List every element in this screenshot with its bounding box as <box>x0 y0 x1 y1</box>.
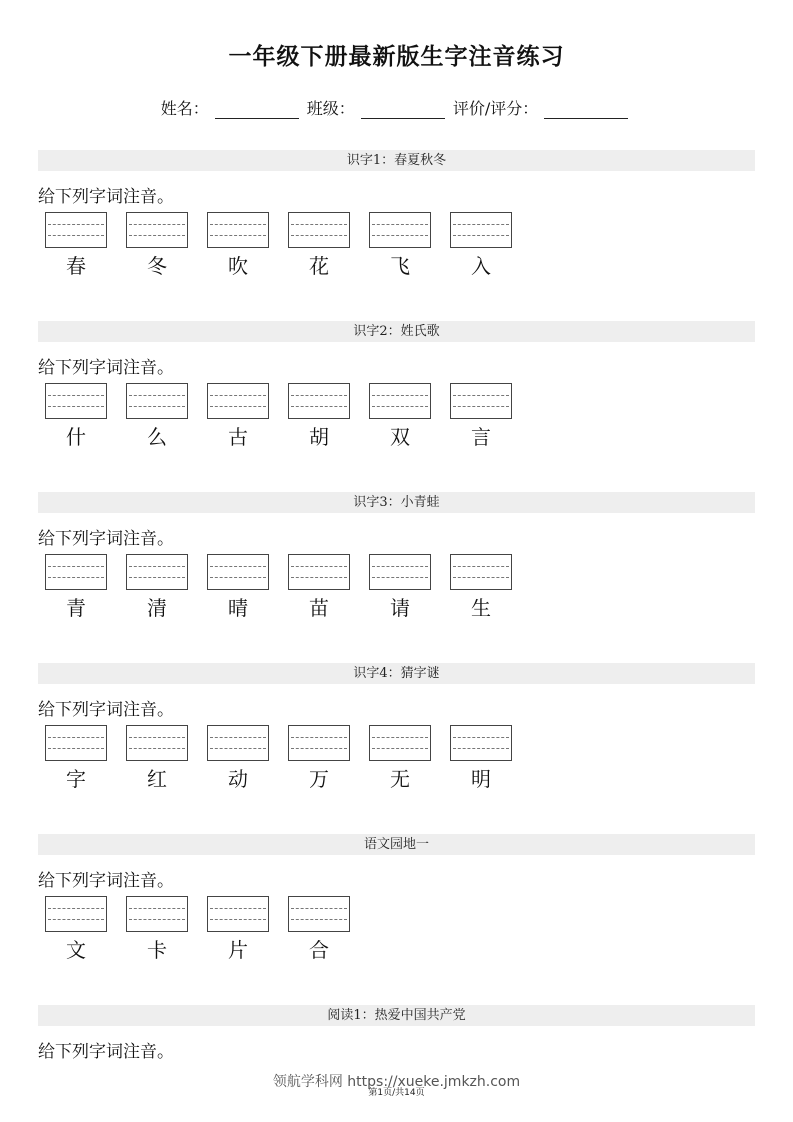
character-cell <box>45 212 107 278</box>
score-label: 评价/评分： <box>452 99 539 118</box>
guide-line <box>48 577 104 578</box>
guide-line <box>291 577 347 578</box>
hanzi-character: 飞 <box>390 254 410 278</box>
class-field <box>307 96 449 119</box>
character-cell <box>369 554 431 620</box>
student-info-row <box>0 96 793 119</box>
guide-line <box>210 908 266 909</box>
hanzi-character: 生 <box>471 596 491 620</box>
character-cell <box>207 554 269 620</box>
pinyin-writing-box[interactable] <box>450 383 512 419</box>
pinyin-writing-box[interactable] <box>450 554 512 590</box>
class-label: 班级： <box>306 99 355 118</box>
character-cell <box>288 896 350 962</box>
hanzi-character: 胡 <box>309 425 329 449</box>
hanzi-character: 古 <box>228 425 248 449</box>
character-row <box>38 383 755 457</box>
guide-line <box>48 224 104 225</box>
character-cell <box>450 383 512 449</box>
guide-line <box>291 235 347 236</box>
guide-line <box>453 577 509 578</box>
guide-line <box>129 235 185 236</box>
section-instruction: 给下列字词注音。 <box>38 187 174 207</box>
pinyin-writing-box[interactable] <box>288 383 350 419</box>
character-cell <box>45 383 107 449</box>
pinyin-writing-box[interactable] <box>288 725 350 761</box>
hanzi-character: 春 <box>66 254 86 278</box>
character-row <box>38 896 755 970</box>
character-cell <box>126 383 188 449</box>
character-cell <box>450 725 512 791</box>
hanzi-character: 万 <box>309 767 329 791</box>
guide-line <box>129 748 185 749</box>
exercise-section <box>38 492 755 628</box>
hanzi-character: 入 <box>471 254 491 278</box>
guide-line <box>129 566 185 567</box>
section-heading: 阅读1：热爱中国共产党 <box>38 1005 755 1026</box>
hanzi-character: 冬 <box>147 254 167 278</box>
pinyin-writing-box[interactable] <box>207 212 269 248</box>
guide-line <box>291 566 347 567</box>
guide-line <box>372 577 428 578</box>
hanzi-character: 合 <box>309 938 329 962</box>
guide-line <box>372 406 428 407</box>
guide-line <box>453 395 509 396</box>
guide-line <box>453 737 509 738</box>
character-cell <box>45 554 107 620</box>
pinyin-writing-box[interactable] <box>207 896 269 932</box>
character-cell <box>288 212 350 278</box>
hanzi-character: 明 <box>471 767 491 791</box>
guide-line <box>453 235 509 236</box>
hanzi-character: 晴 <box>228 596 248 620</box>
guide-line <box>48 395 104 396</box>
character-row <box>38 554 755 628</box>
pinyin-writing-box[interactable] <box>207 383 269 419</box>
guide-line <box>129 395 185 396</box>
guide-line <box>372 748 428 749</box>
exercise-section <box>38 834 755 970</box>
name-field <box>161 96 303 119</box>
guide-line <box>453 748 509 749</box>
guide-line <box>453 566 509 567</box>
hanzi-character: 红 <box>147 767 167 791</box>
pinyin-writing-box[interactable] <box>288 896 350 932</box>
section-heading: 识字1：春夏秋冬 <box>38 150 755 171</box>
guide-line <box>453 406 509 407</box>
class-blank[interactable] <box>361 100 445 119</box>
hanzi-character: 无 <box>390 767 410 791</box>
guide-line <box>48 748 104 749</box>
hanzi-character: 动 <box>228 767 248 791</box>
guide-line <box>48 919 104 920</box>
pinyin-writing-box[interactable] <box>369 725 431 761</box>
pinyin-writing-box[interactable] <box>126 383 188 419</box>
section-instruction: 给下列字词注音。 <box>38 1042 174 1062</box>
character-cell <box>207 725 269 791</box>
character-cell <box>288 725 350 791</box>
hanzi-character: 双 <box>390 425 410 449</box>
section-instruction: 给下列字词注音。 <box>38 871 174 891</box>
hanzi-character: 什 <box>66 425 86 449</box>
guide-line <box>372 737 428 738</box>
guide-line <box>210 224 266 225</box>
pinyin-writing-box[interactable] <box>207 725 269 761</box>
guide-line <box>291 224 347 225</box>
hanzi-character: 请 <box>390 596 410 620</box>
section-heading: 识字2：姓氏歌 <box>38 321 755 342</box>
page-title: 一年级下册最新版生字注音练习 <box>228 43 565 70</box>
name-blank[interactable] <box>215 100 299 119</box>
guide-line <box>291 748 347 749</box>
character-cell <box>288 554 350 620</box>
character-cell <box>45 725 107 791</box>
hanzi-character: 吹 <box>228 254 248 278</box>
character-cell <box>45 896 107 962</box>
pinyin-writing-box[interactable] <box>45 896 107 932</box>
guide-line <box>129 577 185 578</box>
footer-watermark: 领航学科网 https://xueke.jmkzh.com <box>272 1074 521 1090</box>
pinyin-writing-box[interactable] <box>45 383 107 419</box>
pinyin-writing-box[interactable] <box>126 212 188 248</box>
exercise-section <box>38 150 755 286</box>
character-cell <box>450 554 512 620</box>
section-heading: 识字4：猜字谜 <box>38 663 755 684</box>
section-instruction: 给下列字词注音。 <box>38 529 174 549</box>
character-cell <box>126 725 188 791</box>
character-cell <box>126 554 188 620</box>
guide-line <box>210 406 266 407</box>
pinyin-writing-box[interactable] <box>369 212 431 248</box>
guide-line <box>291 919 347 920</box>
guide-line <box>372 224 428 225</box>
guide-line <box>372 235 428 236</box>
pinyin-writing-box[interactable] <box>450 725 512 761</box>
pinyin-writing-box[interactable] <box>45 725 107 761</box>
character-cell <box>369 725 431 791</box>
character-row <box>38 212 755 286</box>
guide-line <box>210 235 266 236</box>
pinyin-writing-box[interactable] <box>45 212 107 248</box>
hanzi-character: 文 <box>66 938 86 962</box>
section-instruction: 给下列字词注音。 <box>38 358 174 378</box>
guide-line <box>453 224 509 225</box>
hanzi-character: 么 <box>147 425 167 449</box>
guide-line <box>210 737 266 738</box>
hanzi-character: 言 <box>471 425 491 449</box>
guide-line <box>372 395 428 396</box>
character-cell <box>207 212 269 278</box>
hanzi-character: 花 <box>309 254 329 278</box>
guide-line <box>210 577 266 578</box>
guide-line <box>48 235 104 236</box>
pinyin-writing-box[interactable] <box>207 554 269 590</box>
section-heading: 语文园地一 <box>38 834 755 855</box>
guide-line <box>291 737 347 738</box>
guide-line <box>372 566 428 567</box>
guide-line <box>291 406 347 407</box>
hanzi-character: 青 <box>66 596 86 620</box>
exercise-section <box>38 1005 755 1063</box>
guide-line <box>48 566 104 567</box>
pinyin-writing-box[interactable] <box>288 554 350 590</box>
guide-line <box>129 224 185 225</box>
guide-line <box>48 737 104 738</box>
pinyin-writing-box[interactable] <box>450 212 512 248</box>
character-cell <box>450 212 512 278</box>
pinyin-writing-box[interactable] <box>288 212 350 248</box>
guide-line <box>48 406 104 407</box>
guide-line <box>129 919 185 920</box>
section-instruction: 给下列字词注音。 <box>38 700 174 720</box>
character-cell <box>126 212 188 278</box>
score-blank[interactable] <box>544 100 628 119</box>
character-cell <box>207 383 269 449</box>
hanzi-character: 苗 <box>309 596 329 620</box>
hanzi-character: 片 <box>228 938 248 962</box>
guide-line <box>129 908 185 909</box>
character-cell <box>369 212 431 278</box>
hanzi-character: 卡 <box>147 938 167 962</box>
pinyin-writing-box[interactable] <box>126 725 188 761</box>
character-cell <box>126 896 188 962</box>
character-cell <box>288 383 350 449</box>
pinyin-writing-box[interactable] <box>369 554 431 590</box>
hanzi-character: 字 <box>66 767 86 791</box>
guide-line <box>210 395 266 396</box>
guide-line <box>291 908 347 909</box>
guide-line <box>210 919 266 920</box>
hanzi-character: 清 <box>147 596 167 620</box>
page-number: 第1页/共14页 <box>368 1088 425 1098</box>
guide-line <box>129 737 185 738</box>
section-heading: 识字3：小青蛙 <box>38 492 755 513</box>
character-cell <box>369 383 431 449</box>
guide-line <box>210 748 266 749</box>
guide-line <box>210 566 266 567</box>
character-cell <box>207 896 269 962</box>
guide-line <box>48 908 104 909</box>
pinyin-writing-box[interactable] <box>126 896 188 932</box>
pinyin-writing-box[interactable] <box>126 554 188 590</box>
name-label: 姓名： <box>160 99 209 118</box>
guide-line <box>291 395 347 396</box>
guide-line <box>129 406 185 407</box>
exercise-section <box>38 321 755 457</box>
pinyin-writing-box[interactable] <box>45 554 107 590</box>
pinyin-writing-box[interactable] <box>369 383 431 419</box>
score-field <box>453 96 632 119</box>
character-row <box>38 725 755 799</box>
exercise-section <box>38 663 755 799</box>
